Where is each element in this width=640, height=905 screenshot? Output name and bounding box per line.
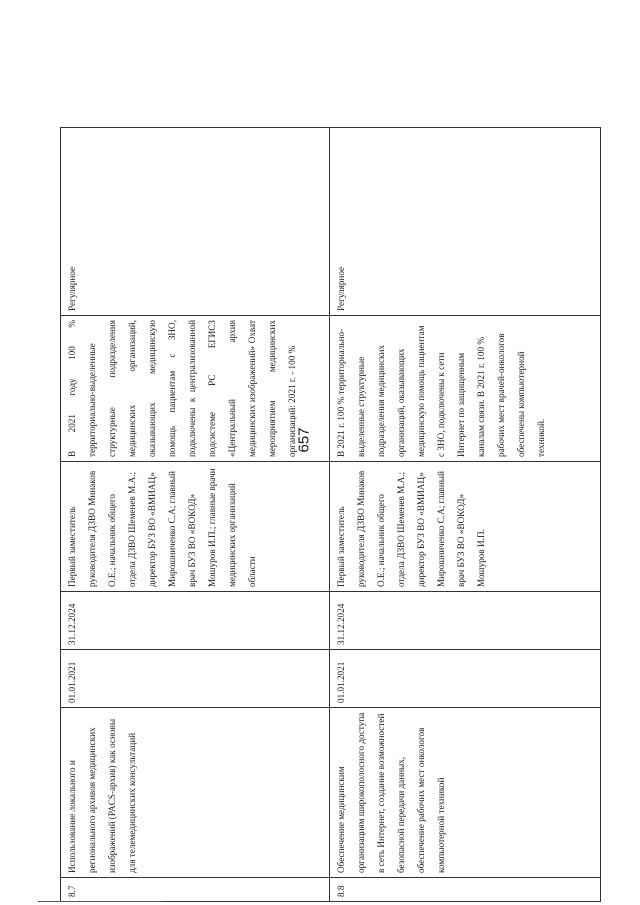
end-date: 31.12.2024 xyxy=(330,592,601,650)
activity-name: Обеспечение медицинским организациям широкополосного доступа в сеть Интернет, создание возможностей безопасной передачи данных, обеспечение рабочих мест онкологов компьютерной техникой xyxy=(330,708,601,878)
expected-result: В 2021 г. 100 % территориально-выделенные структурные подразделения медицинских организаций, оказывающих медицинскую помощь пациентам с ЗНО, подключены к сети Интернет по защищенным каналам связи. В 2021 г. 100 % рабочих мест врачей-онкологов обеспечены компьютерной техникой. xyxy=(330,316,601,462)
row-number: 8.7 xyxy=(61,878,330,902)
responsible-persons: Первый заместитель руководителя ДЗВО Минаков О.Е.; начальник общего отдела ДЗВО Шеменев М.А.; директор БУЗ ВО «ВМИАЦ» Мирошниченко С.А; главный врач БУЗ ВО «ВОКОД» Мошуров И.П. xyxy=(330,462,601,592)
periodicity: Регулярное xyxy=(61,128,330,316)
footnote-rule xyxy=(38,901,162,902)
rotated-table-wrapper xyxy=(60,128,620,902)
table-row xyxy=(61,128,330,902)
activities-table xyxy=(60,127,601,902)
row-number: 8.8 xyxy=(330,878,601,902)
periodicity: Регулярное xyxy=(330,128,601,316)
activity-name: Использование локального и регионального архивов медицинских изображений (PACS-архив) как основы для телемедицинских консультаций xyxy=(61,708,330,878)
start-date: 01.01.2021 xyxy=(61,650,330,708)
start-date: 01.01.2021 xyxy=(330,650,601,708)
responsible-persons: Первый заместитель руководителя ДЗВО Минаков О.Е.; начальник общего отдела ДЗВО Шеменев М.А.; директор БУЗ ВО «ВМИАЦ» Мирошниченко С.А; главный врач БУЗ ВО «ВОКОД» Мошуров И.П.; главные врачи медицинских организаций области xyxy=(61,462,330,592)
end-date: 31.12.2024 xyxy=(61,592,330,650)
document-sheet xyxy=(60,128,620,902)
page-number-text: 657 xyxy=(295,427,313,453)
expected-result: В 2021 году 100 % территориально-выделенные структурные подразделения медицинских организаций, оказывающих медицинскую помощь пациентам с ЗНО, подключены к централизованной подсистеме РС ЕГИСЗ «Центральный архив медицинских изображений» Охват мероприятием медицинских организаций: 2021 г. - 100 % xyxy=(61,316,330,462)
table-row xyxy=(330,128,601,902)
